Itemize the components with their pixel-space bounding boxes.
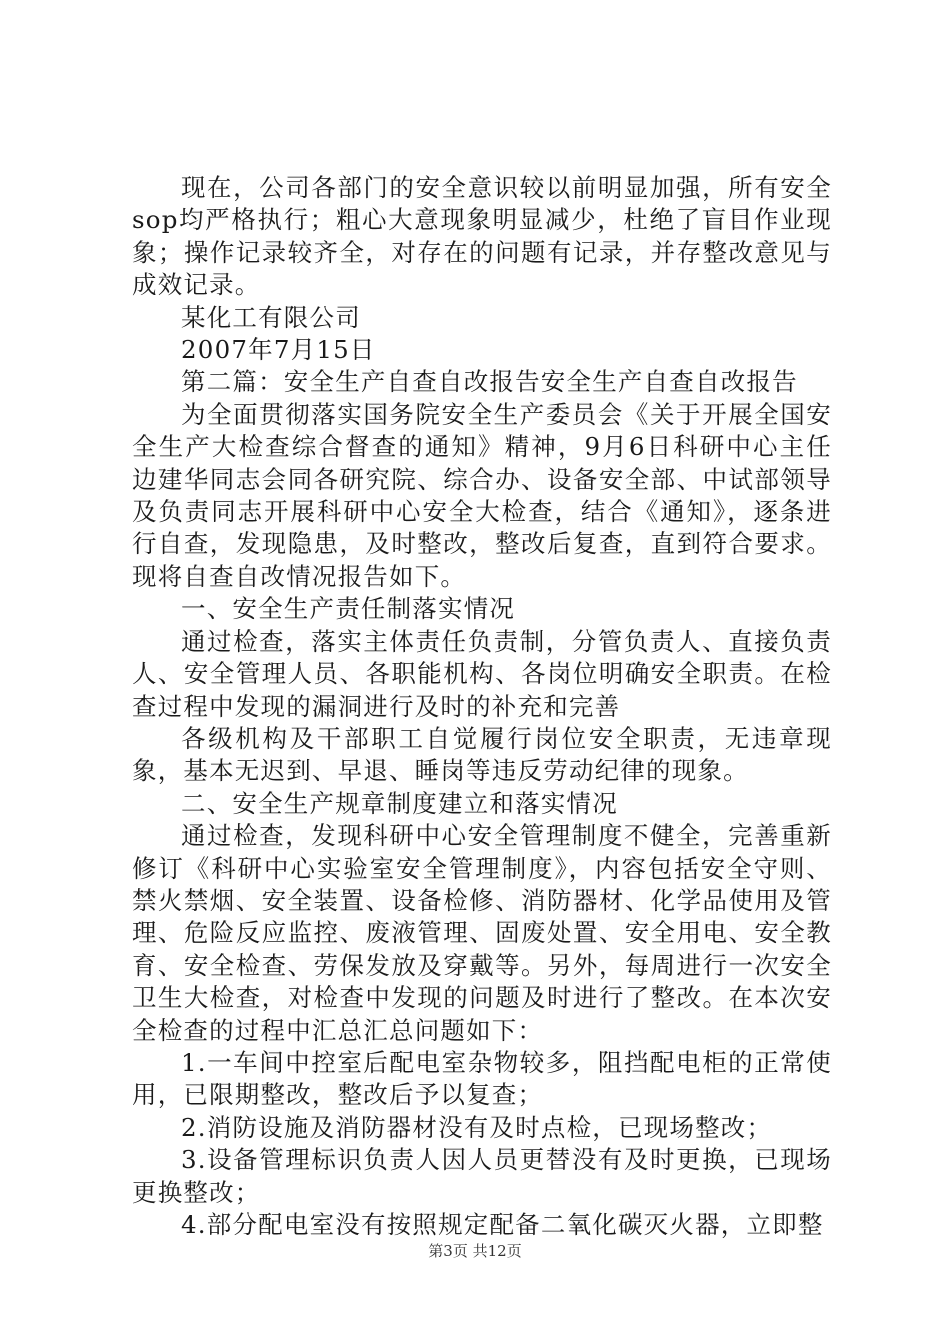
issue-item-3: 3.设备管理标识负责人因人员更替没有及时更换，已现场更换整改；: [132, 1145, 832, 1207]
page-number-footer: 第3页 共12页: [428, 1242, 522, 1260]
heading-rules-and-regulations: 二、安全生产规章制度建立和落实情况: [181, 788, 618, 818]
signature-date: 2007年7月15日: [181, 335, 376, 365]
issue-item-4: 4.部分配电室没有按照规定配备二氧化碳灭火器，立即整: [181, 1210, 824, 1239]
issue-item-2: 2.消防设施及消防器材没有及时点检，已现场整改；: [181, 1112, 773, 1142]
issue-item-1: 1.一车间中控室后配电室杂物较多，阻挡配电柜的正常使用，已限期整改，整改后予以复查；: [132, 1047, 832, 1110]
paragraph-rules-check: 通过检查，发现科研中心安全管理制度不健全，完善重新修订《科研中心实验室安全管理制度》，内容包括安全守则、禁火禁烟、安全装置、设备检修、消防器材、化学品使用及管理、危险反应监控、废液管理、固废处置、安全用电、安全教育、安全检查、劳保发放及穿戴等。另外，每周进行一次安全卫生大检查，对检查中发现的问题及时进行了整改。在本次安全检查的过程中汇总汇总问题如下：: [132, 821, 832, 1045]
section-title-part-two: 第二篇：安全生产自查自改报告安全生产自查自改报告: [181, 367, 798, 397]
paragraph-duty-fulfillment: 各级机构及干部职工自觉履行岗位安全职责，无违章现象，基本无迟到、早退、睡岗等违反劳动纪律的现象。: [132, 723, 832, 786]
company-signature: 某化工有限公司: [181, 302, 361, 332]
paragraph-safety-awareness: 现在，公司各部门的安全意识较以前明显加强，所有安全sop均严格执行；粗心大意现象明显减少，杜绝了盲目作业现象；操作记录较齐全，对存在的问题有记录，并存整改意见与成效记录。: [132, 173, 832, 300]
heading-responsibility-system: 一、安全生产责任制落实情况: [181, 594, 516, 624]
paragraph-responsibility-check: 通过检查，落实主体责任负责制，分管负责人、直接负责人、安全管理人员、各职能机构、各岗位明确安全职责。在检查过程中发现的漏洞进行及时的补充和完善: [132, 626, 832, 721]
document-body: [132, 172, 832, 1241]
paragraph-introduction: 为全面贯彻落实国务院安全生产委员会《关于开展全国安全生产大检查综合督查的通知》精神，9月6日科研中心主任边建华同志会同各研究院、综合办、设备安全部、中试部领导及负责同志开展科研中心安全大检查，结合《通知》，逐条进行自查，发现隐患，及时整改，整改后复查，直到符合要求。现将自查自改情况报告如下。: [132, 399, 832, 591]
